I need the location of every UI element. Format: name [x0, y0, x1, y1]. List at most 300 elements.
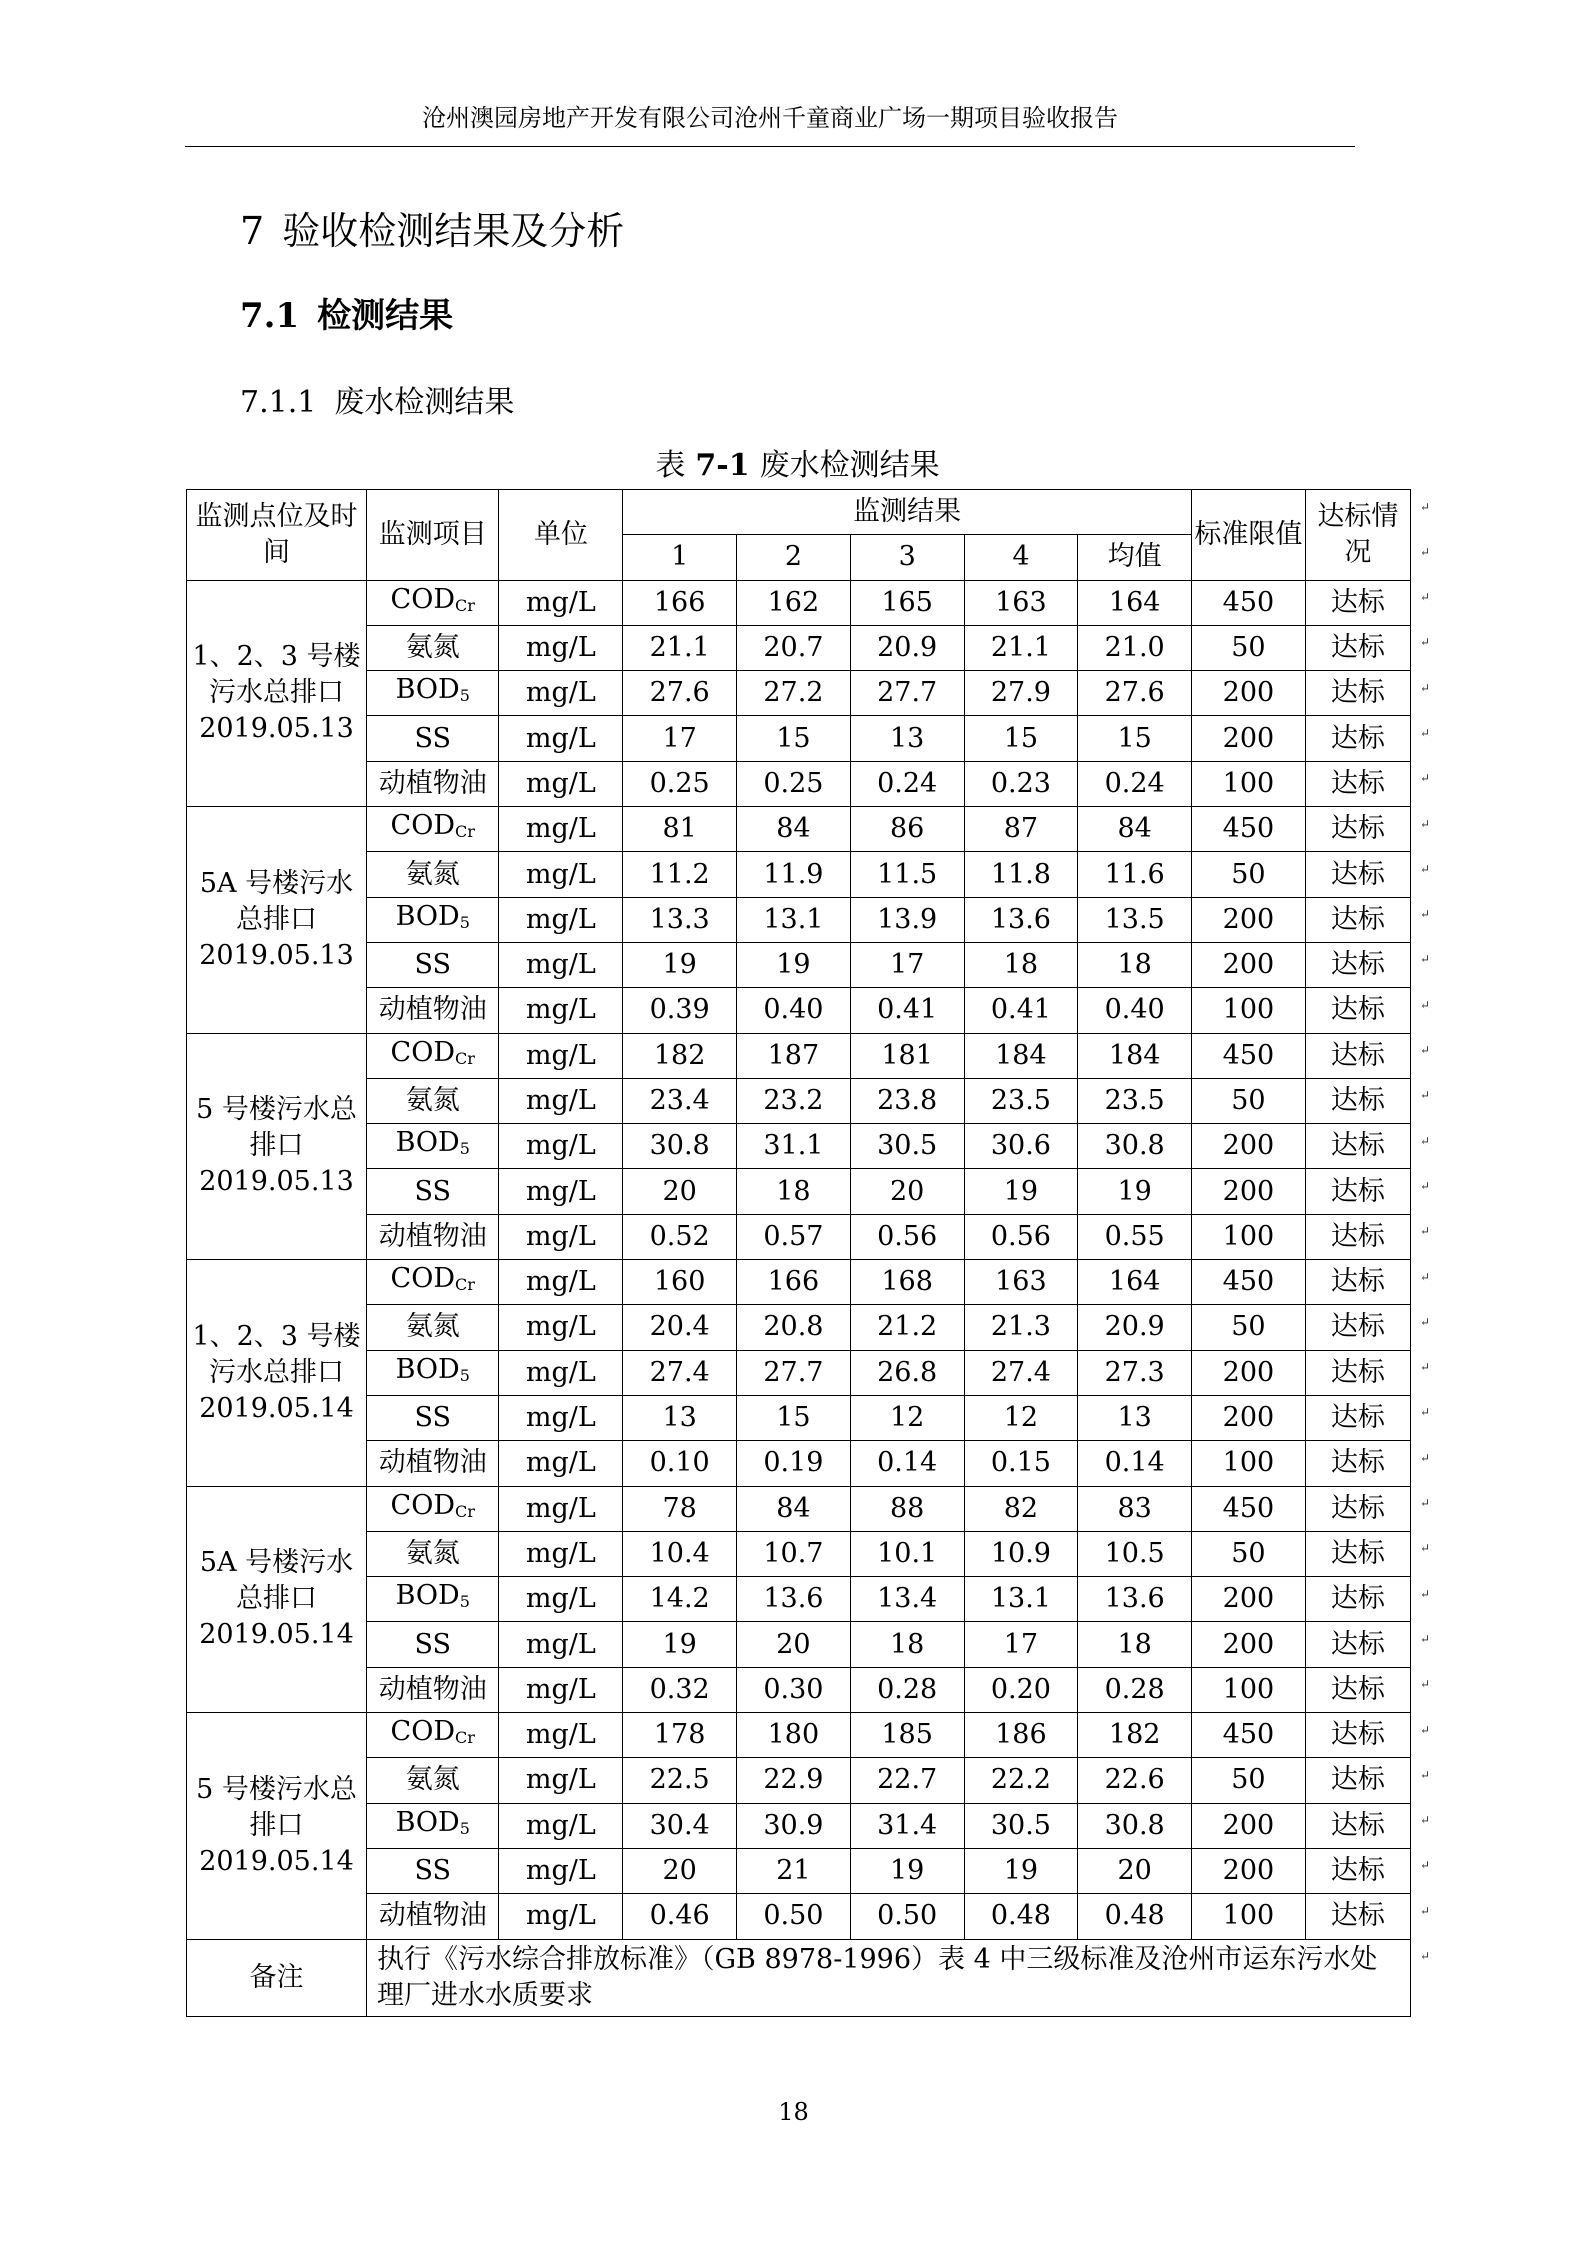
cell-unit: mg/L	[499, 625, 623, 670]
cell-result-4: 163	[964, 580, 1078, 625]
cell-item: 动植物油	[366, 988, 498, 1033]
cell-average: 18	[1078, 942, 1192, 987]
table-row	[187, 1305, 1411, 1350]
header-status: 达标情况	[1305, 490, 1410, 581]
table-row	[187, 1214, 1411, 1259]
cell-result-4: 15	[964, 716, 1078, 761]
cell-result-3: 10.1	[850, 1531, 964, 1576]
cell-average: 0.48	[1078, 1894, 1192, 1939]
cell-status: 达标	[1305, 761, 1410, 806]
remark-row	[187, 1939, 1411, 2016]
paragraph-mark-icon: ↵	[1420, 1813, 1431, 1828]
cell-result-1: 19	[623, 1622, 737, 1667]
cell-status: 达标	[1305, 1894, 1410, 1939]
cell-item: 氨氮	[366, 1758, 498, 1803]
header-result-4: 4	[964, 535, 1078, 580]
cell-average: 15	[1078, 716, 1192, 761]
cell-result-4: 0.48	[964, 1894, 1078, 1939]
cell-limit: 200	[1192, 1169, 1306, 1214]
cell-result-1: 14.2	[623, 1577, 737, 1622]
cell-result-3: 22.7	[850, 1758, 964, 1803]
cell-unit: mg/L	[499, 897, 623, 942]
header-limit: 标准限值	[1192, 490, 1306, 581]
cell-result-3: 0.28	[850, 1667, 964, 1712]
cell-result-2: 15	[737, 1395, 851, 1440]
paragraph-mark-icon: ↵	[1420, 771, 1431, 786]
cell-result-2: 21	[737, 1848, 851, 1893]
cell-limit: 50	[1192, 1078, 1306, 1123]
cell-item: $COD_{Cr}$	[366, 1260, 498, 1305]
cell-unit: mg/L	[499, 761, 623, 806]
cell-unit: mg/L	[499, 1078, 623, 1123]
section-number: 7.1	[240, 296, 300, 336]
paragraph-mark-icon: ↵	[1420, 1722, 1431, 1737]
cell-limit: 200	[1192, 942, 1306, 987]
cell-item: $BOD_5$	[366, 1124, 498, 1169]
cell-item: $BOD_5$	[366, 1577, 498, 1622]
paragraph-mark-icon: ↵	[1420, 861, 1431, 876]
cell-result-1: 0.46	[623, 1894, 737, 1939]
table-row	[187, 1078, 1411, 1123]
paragraph-mark-icon: ↵	[1420, 1541, 1431, 1556]
cell-result-2: 11.9	[737, 852, 851, 897]
cell-limit: 200	[1192, 1577, 1306, 1622]
cell-location: 1、2、3 号楼污水总排口2019.05.14	[187, 1260, 367, 1486]
cell-limit: 50	[1192, 1305, 1306, 1350]
cell-limit: 50	[1192, 1758, 1306, 1803]
header-average: 均值	[1078, 535, 1192, 580]
header-location: 监测点位及时间	[187, 490, 367, 581]
cell-limit: 200	[1192, 671, 1306, 716]
cell-result-2: 27.2	[737, 671, 851, 716]
cell-average: 0.55	[1078, 1214, 1192, 1259]
page-header	[185, 104, 1355, 147]
cell-average: 20	[1078, 1848, 1192, 1893]
cell-item: 氨氮	[366, 852, 498, 897]
cell-status: 达标	[1305, 1531, 1410, 1576]
cell-result-1: 20.4	[623, 1305, 737, 1350]
paragraph-mark-icon: ↵	[1420, 997, 1431, 1012]
cell-limit: 200	[1192, 897, 1306, 942]
paragraph-mark-icon: ↵	[1420, 816, 1431, 831]
cell-result-4: 18	[964, 942, 1078, 987]
cell-result-1: 27.4	[623, 1350, 737, 1395]
cell-result-2: 84	[737, 807, 851, 852]
cell-limit: 100	[1192, 1667, 1306, 1712]
cell-item: $BOD_5$	[366, 897, 498, 942]
cell-result-3: 12	[850, 1395, 964, 1440]
cell-status: 达标	[1305, 1169, 1410, 1214]
cell-result-3: 31.4	[850, 1803, 964, 1848]
table-row	[187, 1441, 1411, 1486]
cell-result-1: 20	[623, 1169, 737, 1214]
paragraph-mark-icon: ↵	[1420, 1133, 1431, 1148]
cell-result-1: 13	[623, 1395, 737, 1440]
cell-limit: 200	[1192, 1622, 1306, 1667]
cell-limit: 200	[1192, 716, 1306, 761]
cell-average: 23.5	[1078, 1078, 1192, 1123]
cell-result-1: 10.4	[623, 1531, 737, 1576]
cell-limit: 200	[1192, 1395, 1306, 1440]
cell-result-3: 181	[850, 1033, 964, 1078]
cell-result-2: 13.6	[737, 1577, 851, 1622]
cell-item: SS	[366, 942, 498, 987]
header-results: 监测结果	[623, 490, 1192, 535]
cell-unit: mg/L	[499, 1260, 623, 1305]
cell-result-2: 166	[737, 1260, 851, 1305]
caption-prefix: 表	[655, 448, 686, 483]
paragraph-mark-icon: ↵	[1420, 1767, 1431, 1782]
cell-status: 达标	[1305, 1486, 1410, 1531]
cell-unit: mg/L	[499, 1486, 623, 1531]
cell-limit: 100	[1192, 761, 1306, 806]
cell-result-3: 11.5	[850, 852, 964, 897]
cell-status: 达标	[1305, 1758, 1410, 1803]
cell-item: 动植物油	[366, 1214, 498, 1259]
paragraph-mark-icon: ↵	[1420, 544, 1431, 559]
cell-result-4: 21.3	[964, 1305, 1078, 1350]
cell-status: 达标	[1305, 1350, 1410, 1395]
header-unit: 单位	[499, 490, 623, 581]
cell-item: $COD_{Cr}$	[366, 1486, 498, 1531]
cell-item: $COD_{Cr}$	[366, 1033, 498, 1078]
cell-result-4: 27.9	[964, 671, 1078, 716]
cell-item: SS	[366, 1395, 498, 1440]
table-row	[187, 897, 1411, 942]
table-body	[187, 580, 1411, 1939]
cell-average: 164	[1078, 580, 1192, 625]
cell-status: 达标	[1305, 580, 1410, 625]
cell-status: 达标	[1305, 1713, 1410, 1758]
caption-number: 7-1	[695, 448, 750, 483]
table-row	[187, 1350, 1411, 1395]
cell-status: 达标	[1305, 716, 1410, 761]
cell-result-2: 0.19	[737, 1441, 851, 1486]
cell-item: $COD_{Cr}$	[366, 1713, 498, 1758]
table-row	[187, 1667, 1411, 1712]
cell-limit: 450	[1192, 1486, 1306, 1531]
cell-limit: 100	[1192, 1441, 1306, 1486]
page-number: 18	[778, 2098, 809, 2126]
cell-item: SS	[366, 1622, 498, 1667]
cell-status: 达标	[1305, 988, 1410, 1033]
table-row	[187, 1713, 1411, 1758]
cell-result-3: 20	[850, 1169, 964, 1214]
paragraph-mark-icon: ↵	[1420, 1949, 1431, 1963]
paragraph-mark-icon: ↵	[1420, 1088, 1431, 1103]
cell-result-1: 166	[623, 580, 737, 625]
cell-result-2: 15	[737, 716, 851, 761]
cell-item: $BOD_5$	[366, 1803, 498, 1848]
cell-item: 氨氮	[366, 1305, 498, 1350]
section-number: 7	[240, 209, 265, 253]
cell-result-3: 168	[850, 1260, 964, 1305]
cell-result-2: 187	[737, 1033, 851, 1078]
paragraph-mark-icon: ↵	[1420, 590, 1431, 605]
table-row	[187, 1395, 1411, 1440]
paragraph-mark-icon: ↵	[1420, 1405, 1431, 1420]
cell-average: 11.6	[1078, 852, 1192, 897]
cell-average: 184	[1078, 1033, 1192, 1078]
cell-average: 30.8	[1078, 1124, 1192, 1169]
cell-result-1: 21.1	[623, 625, 737, 670]
cell-status: 达标	[1305, 1577, 1410, 1622]
cell-result-1: 20	[623, 1848, 737, 1893]
cell-result-2: 0.30	[737, 1667, 851, 1712]
cell-unit: mg/L	[499, 1894, 623, 1939]
cell-unit: mg/L	[499, 716, 623, 761]
cell-result-1: 23.4	[623, 1078, 737, 1123]
cell-result-1: 178	[623, 1713, 737, 1758]
cell-limit: 50	[1192, 1531, 1306, 1576]
cell-item: 氨氮	[366, 1078, 498, 1123]
remark-text: 执行《污水综合排放标准》（GB 8978-1996）表 4 中三级标准及沧州市运东污水处理厂进水水质要求	[366, 1939, 1410, 2016]
cell-average: 0.40	[1078, 988, 1192, 1033]
header-result-3: 3	[850, 535, 964, 580]
cell-result-3: 20.9	[850, 625, 964, 670]
cell-result-4: 163	[964, 1260, 1078, 1305]
paragraph-mark-icon: ↵	[1420, 725, 1431, 740]
cell-status: 达标	[1305, 1441, 1410, 1486]
paragraph-mark-icon: ↵	[1420, 1903, 1431, 1918]
paragraph-mark-icon: ↵	[1420, 635, 1431, 650]
paragraph-mark-icon: ↵	[1420, 680, 1431, 695]
cell-item: SS	[366, 1169, 498, 1214]
cell-result-4: 82	[964, 1486, 1078, 1531]
paragraph-mark-icon: ↵	[1420, 1043, 1431, 1058]
cell-result-3: 0.41	[850, 988, 964, 1033]
table-row	[187, 1486, 1411, 1531]
cell-average: 21.0	[1078, 625, 1192, 670]
cell-result-3: 19	[850, 1848, 964, 1893]
cell-result-4: 0.56	[964, 1214, 1078, 1259]
cell-result-3: 88	[850, 1486, 964, 1531]
cell-result-4: 21.1	[964, 625, 1078, 670]
cell-item: 动植物油	[366, 1894, 498, 1939]
paragraph-mark-icon: ↵	[1420, 1677, 1431, 1692]
section-number: 7.1.1	[240, 385, 317, 420]
cell-result-4: 0.41	[964, 988, 1078, 1033]
cell-unit: mg/L	[499, 1305, 623, 1350]
table-row	[187, 1622, 1411, 1667]
cell-result-4: 22.2	[964, 1758, 1078, 1803]
paragraph-mark-icon: ↵	[1420, 499, 1431, 514]
table-row	[187, 1124, 1411, 1169]
cell-status: 达标	[1305, 1033, 1410, 1078]
cell-unit: mg/L	[499, 1169, 623, 1214]
cell-limit: 200	[1192, 1803, 1306, 1848]
cell-result-3: 23.8	[850, 1078, 964, 1123]
header-result-2: 2	[737, 535, 851, 580]
section-title: 验收检测结果及分析	[282, 209, 625, 253]
table-row	[187, 1848, 1411, 1893]
table-row	[187, 1577, 1411, 1622]
paragraph-mark-icon: ↵	[1420, 1450, 1431, 1465]
cell-result-4: 30.6	[964, 1124, 1078, 1169]
cell-average: 30.8	[1078, 1803, 1192, 1848]
cell-status: 达标	[1305, 1803, 1410, 1848]
paragraph-mark-icon: ↵	[1420, 1360, 1431, 1375]
cell-unit: mg/L	[499, 1033, 623, 1078]
cell-result-2: 20	[737, 1622, 851, 1667]
cell-result-1: 13.3	[623, 897, 737, 942]
cell-result-3: 18	[850, 1622, 964, 1667]
cell-result-4: 87	[964, 807, 1078, 852]
cell-average: 0.28	[1078, 1667, 1192, 1712]
table-row	[187, 1169, 1411, 1214]
cell-location: 5A 号楼污水总排口2019.05.13	[187, 807, 367, 1033]
cell-unit: mg/L	[499, 1214, 623, 1259]
cell-limit: 100	[1192, 1214, 1306, 1259]
cell-result-4: 13.6	[964, 897, 1078, 942]
table-row	[187, 1033, 1411, 1078]
cell-limit: 200	[1192, 1350, 1306, 1395]
cell-status: 达标	[1305, 897, 1410, 942]
cell-result-1: 182	[623, 1033, 737, 1078]
cell-result-2: 0.50	[737, 1894, 851, 1939]
table-row	[187, 1531, 1411, 1576]
table-row	[187, 716, 1411, 761]
cell-average: 22.6	[1078, 1758, 1192, 1803]
section-title: 检测结果	[317, 296, 454, 336]
paragraph-mark-icon: ↵	[1420, 907, 1431, 922]
cell-status: 达标	[1305, 1848, 1410, 1893]
cell-result-4: 19	[964, 1169, 1078, 1214]
cell-result-4: 0.23	[964, 761, 1078, 806]
cell-limit: 450	[1192, 1713, 1306, 1758]
paragraph-mark-icon: ↵	[1420, 1631, 1431, 1646]
cell-result-2: 10.7	[737, 1531, 851, 1576]
cell-item: 氨氮	[366, 1531, 498, 1576]
cell-result-2: 84	[737, 1486, 851, 1531]
section-heading-7-1	[240, 293, 453, 339]
cell-result-4: 13.1	[964, 1577, 1078, 1622]
cell-result-4: 186	[964, 1713, 1078, 1758]
cell-location: 5 号楼污水总排口2019.05.13	[187, 1033, 367, 1259]
cell-result-1: 30.4	[623, 1803, 737, 1848]
cell-result-4: 30.5	[964, 1803, 1078, 1848]
cell-unit: mg/L	[499, 807, 623, 852]
cell-status: 达标	[1305, 625, 1410, 670]
cell-status: 达标	[1305, 1305, 1410, 1350]
cell-item: 动植物油	[366, 1441, 498, 1486]
paragraph-mark-icon: ↵	[1420, 1178, 1431, 1193]
cell-status: 达标	[1305, 1667, 1410, 1712]
cell-limit: 450	[1192, 1260, 1306, 1305]
cell-result-2: 31.1	[737, 1124, 851, 1169]
cell-result-2: 0.25	[737, 761, 851, 806]
cell-limit: 100	[1192, 988, 1306, 1033]
cell-result-1: 19	[623, 942, 737, 987]
table-row	[187, 761, 1411, 806]
table-row	[187, 1758, 1411, 1803]
cell-item: $BOD_5$	[366, 671, 498, 716]
cell-result-3: 26.8	[850, 1350, 964, 1395]
cell-average: 27.3	[1078, 1350, 1192, 1395]
cell-result-2: 162	[737, 580, 851, 625]
cell-limit: 200	[1192, 1124, 1306, 1169]
cell-item: SS	[366, 716, 498, 761]
cell-status: 达标	[1305, 1622, 1410, 1667]
cell-result-2: 13.1	[737, 897, 851, 942]
table-row	[187, 1260, 1411, 1305]
cell-result-2: 0.57	[737, 1214, 851, 1259]
table-row	[187, 1803, 1411, 1848]
cell-unit: mg/L	[499, 1848, 623, 1893]
cell-limit: 200	[1192, 1848, 1306, 1893]
wastewater-results-table	[186, 489, 1411, 2017]
cell-result-2: 180	[737, 1713, 851, 1758]
cell-status: 达标	[1305, 671, 1410, 716]
cell-average: 0.24	[1078, 761, 1192, 806]
cell-unit: mg/L	[499, 852, 623, 897]
cell-average: 84	[1078, 807, 1192, 852]
cell-result-4: 19	[964, 1848, 1078, 1893]
cell-status: 达标	[1305, 1078, 1410, 1123]
cell-unit: mg/L	[499, 1124, 623, 1169]
cell-result-4: 0.20	[964, 1667, 1078, 1712]
cell-unit: mg/L	[499, 671, 623, 716]
header-result-1: 1	[623, 535, 737, 580]
cell-status: 达标	[1305, 942, 1410, 987]
cell-average: 10.5	[1078, 1531, 1192, 1576]
cell-average: 19	[1078, 1169, 1192, 1214]
cell-result-3: 17	[850, 942, 964, 987]
cell-status: 达标	[1305, 1124, 1410, 1169]
section-title: 废水检测结果	[334, 385, 515, 420]
paragraph-mark-icon: ↵	[1420, 1314, 1431, 1329]
cell-result-1: 78	[623, 1486, 737, 1531]
cell-unit: mg/L	[499, 942, 623, 987]
cell-average: 13	[1078, 1395, 1192, 1440]
cell-result-1: 0.25	[623, 761, 737, 806]
cell-status: 达标	[1305, 1395, 1410, 1440]
cell-unit: mg/L	[499, 1531, 623, 1576]
table-row	[187, 942, 1411, 987]
cell-unit: mg/L	[499, 1713, 623, 1758]
cell-result-3: 0.24	[850, 761, 964, 806]
cell-result-2: 18	[737, 1169, 851, 1214]
cell-result-4: 0.15	[964, 1441, 1078, 1486]
cell-item: $COD_{Cr}$	[366, 580, 498, 625]
cell-result-3: 27.7	[850, 671, 964, 716]
cell-unit: mg/L	[499, 1395, 623, 1440]
cell-result-2: 20.8	[737, 1305, 851, 1350]
table-caption	[185, 446, 1410, 486]
cell-unit: mg/L	[499, 1622, 623, 1667]
cell-average: 83	[1078, 1486, 1192, 1531]
cell-item: 动植物油	[366, 761, 498, 806]
cell-result-3: 0.56	[850, 1214, 964, 1259]
cell-result-1: 0.32	[623, 1667, 737, 1712]
cell-item: $BOD_5$	[366, 1350, 498, 1395]
cell-average: 13.6	[1078, 1577, 1192, 1622]
cell-average: 164	[1078, 1260, 1192, 1305]
cell-average: 20.9	[1078, 1305, 1192, 1350]
paragraph-mark-icon: ↵	[1420, 1586, 1431, 1601]
table-row	[187, 625, 1411, 670]
cell-item: SS	[366, 1848, 498, 1893]
cell-average: 13.5	[1078, 897, 1192, 942]
cell-limit: 450	[1192, 1033, 1306, 1078]
cell-limit: 450	[1192, 807, 1306, 852]
cell-location: 5A 号楼污水总排口2019.05.14	[187, 1486, 367, 1712]
report-title: 沧州澳园房地产开发有限公司沧州千童商业广场一期项目验收报告	[422, 104, 1118, 132]
cell-result-3: 13	[850, 716, 964, 761]
cell-unit: mg/L	[499, 580, 623, 625]
cell-limit: 50	[1192, 625, 1306, 670]
cell-result-3: 86	[850, 807, 964, 852]
